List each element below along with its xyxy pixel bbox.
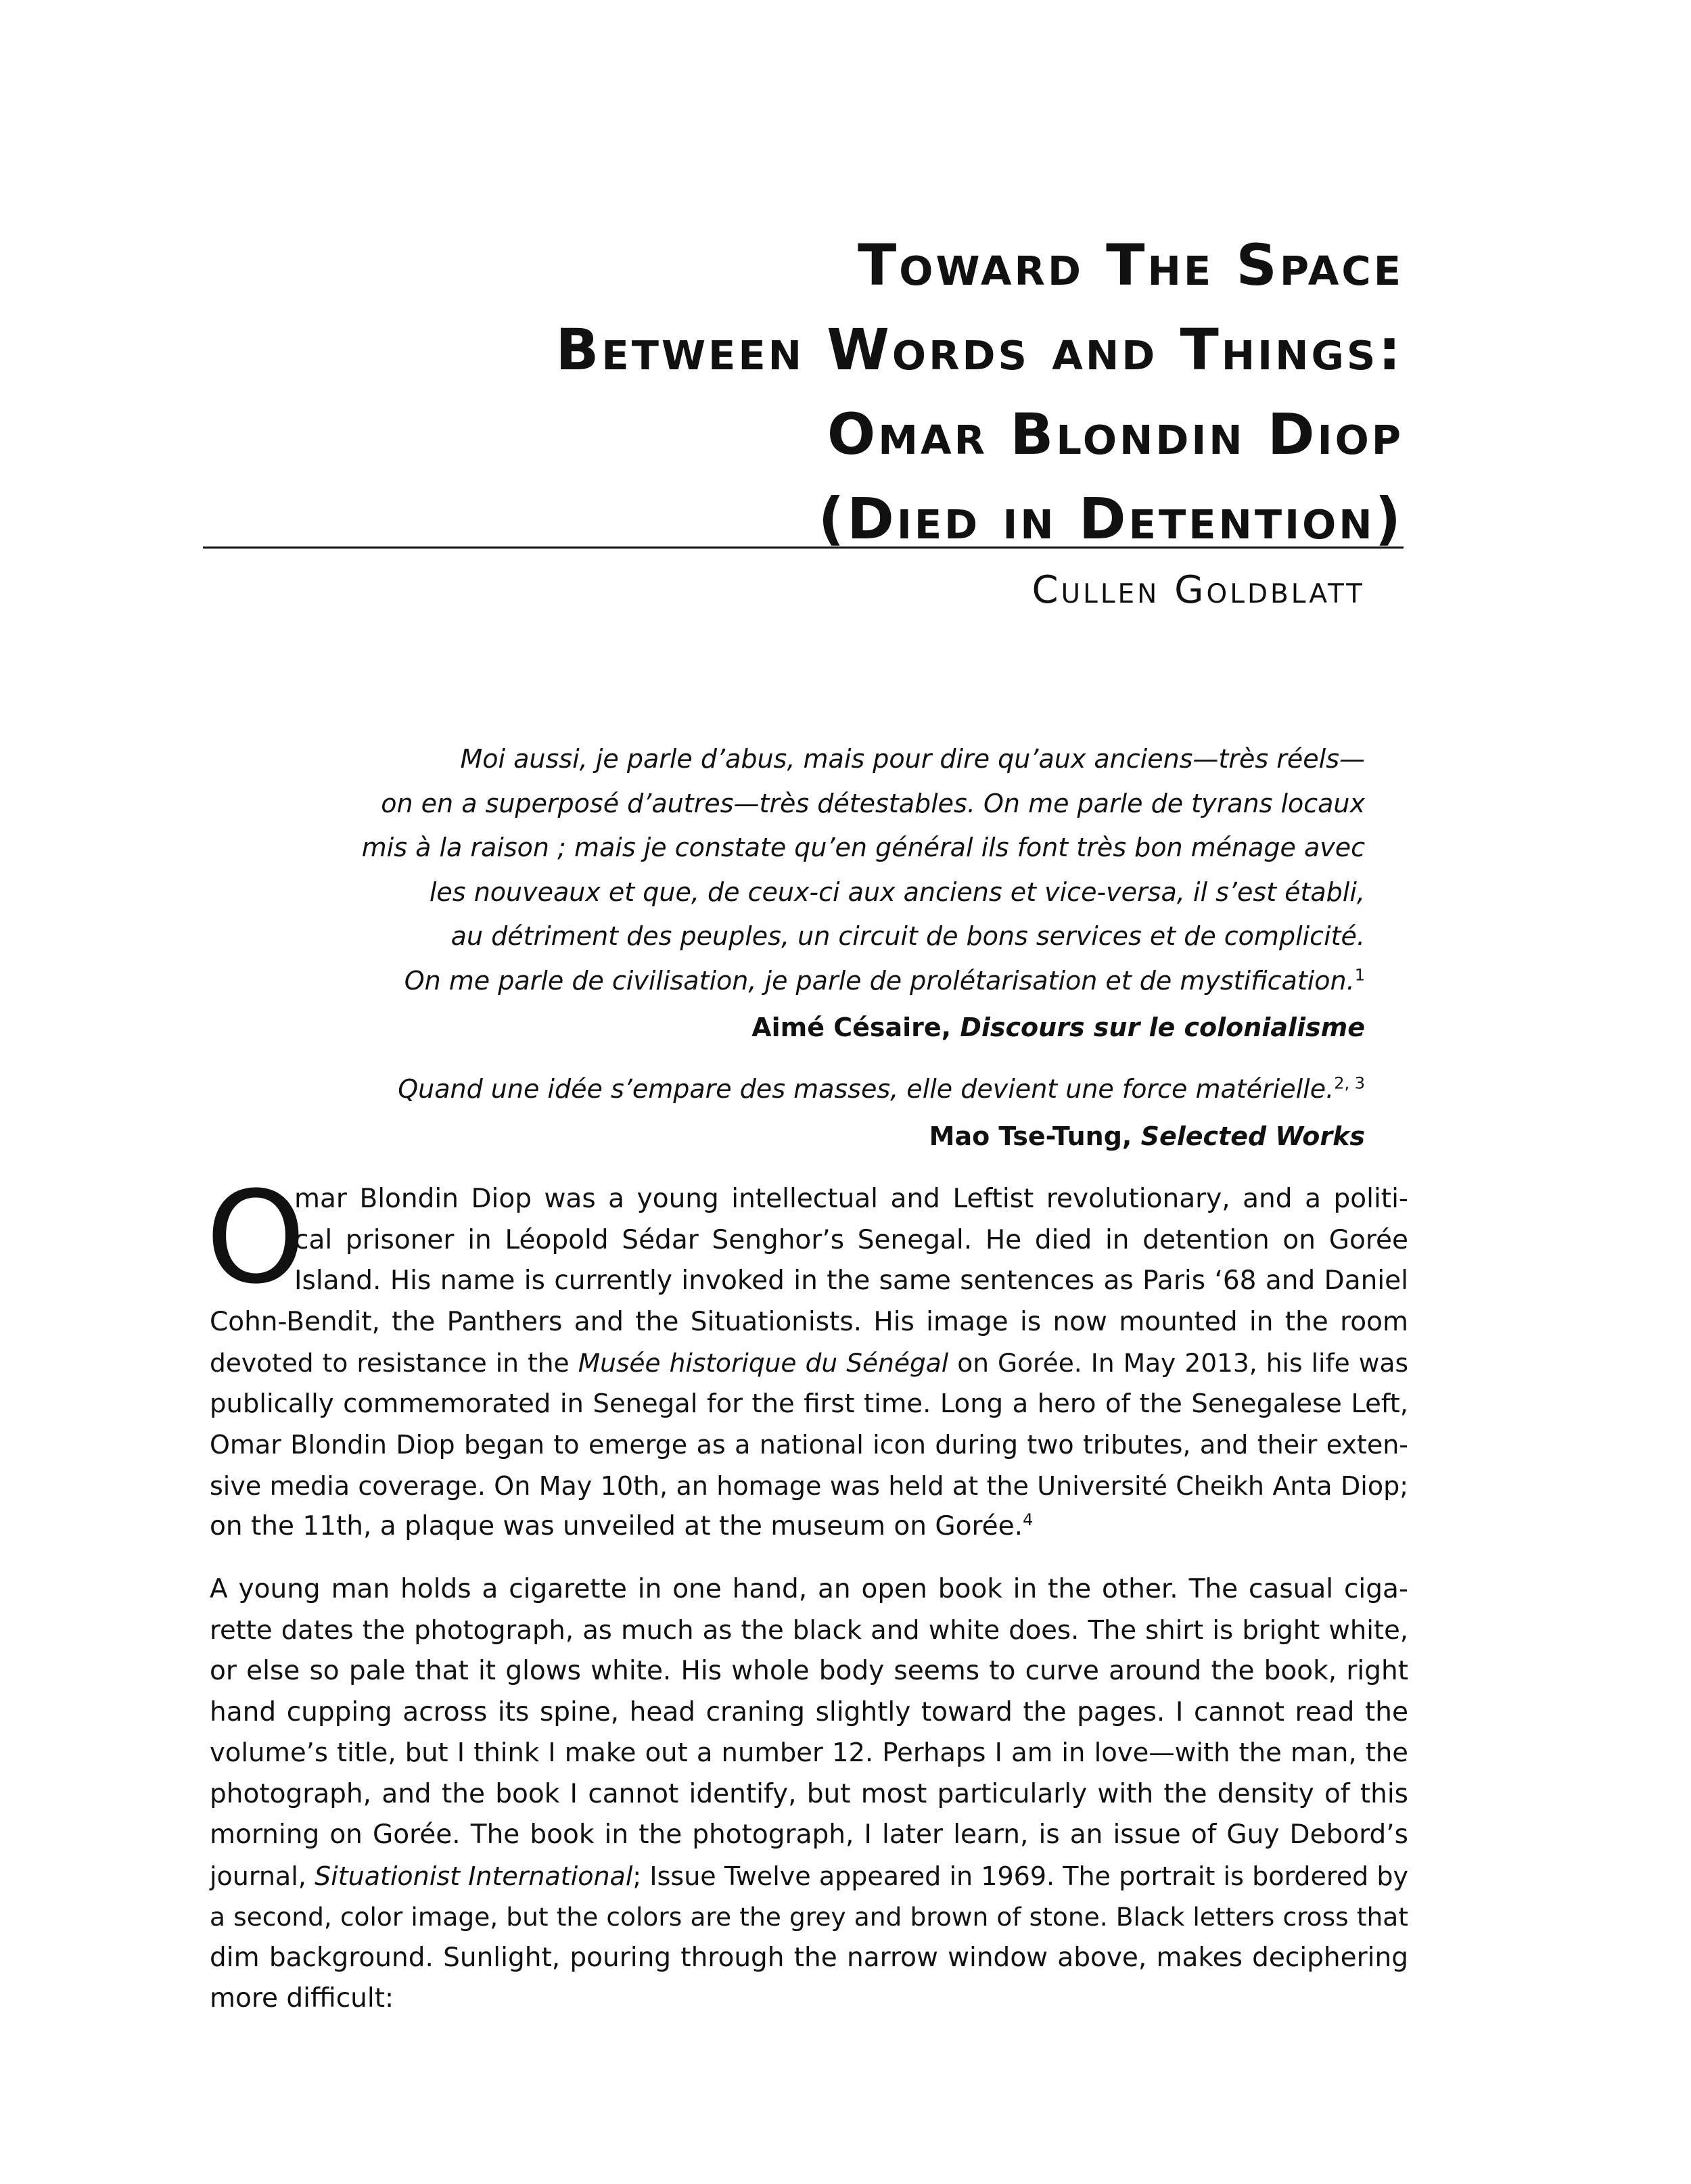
epigraph-line: mis à la raison ; mais je constate qu’en général ils font très bon ménage avec bbox=[361, 833, 1365, 862]
drop-cap: O bbox=[206, 1164, 306, 1312]
author-name: Cullen Goldblatt bbox=[1032, 568, 1365, 612]
epigraph-line bbox=[283, 1067, 1365, 1112]
title-divider bbox=[203, 547, 1404, 549]
attribution-author: Mao Tse-Tung, bbox=[929, 1121, 1141, 1151]
body-paragraph-1 bbox=[206, 1164, 1408, 1548]
epigraph-cesaire bbox=[283, 737, 1365, 1048]
epigraph-quote bbox=[283, 1067, 1365, 1112]
attribution-work: Selected Works bbox=[1140, 1121, 1365, 1151]
footnote-marker[interactable]: 4 bbox=[1023, 1510, 1034, 1529]
paragraph-line: Cohn-Bendit, the Panthers and the Situationists. His image is now mounted in the room bbox=[210, 1306, 1408, 1337]
paragraph-line: hand cupping across its spine, head craning slightly toward the pages. I cannot read the bbox=[210, 1696, 1408, 1727]
epigraph-quote bbox=[283, 737, 1365, 1003]
epigraph-mao bbox=[283, 1067, 1365, 1157]
paragraph-line: dim background. Sunlight, pouring through the narrow window above, makes deciphering bbox=[210, 1942, 1408, 1973]
attribution-author: Aimé Césaire, bbox=[751, 1013, 960, 1042]
museum-name: Musée historique du Sénégal bbox=[578, 1348, 949, 1378]
paragraph-line: volume’s title, but I think I make out a number 12. Perhaps I am in love—with the man, the bbox=[210, 1738, 1408, 1768]
paragraph-line: photograph, and the book I cannot identify, but most particularly with the density of this bbox=[210, 1778, 1408, 1809]
attribution-work: Discours sur le colonialisme bbox=[960, 1013, 1365, 1042]
epigraph-line-text: On me parle de civilisation, je parle de prolétarisation et de mystification. bbox=[404, 965, 1355, 996]
epigraph-attribution bbox=[283, 1116, 1365, 1157]
paragraph-line: A young man holds a cigarette in one hand, an open book in the other. The casual ciga- bbox=[210, 1574, 1408, 1604]
epigraph-line: Moi aussi, je parle d’abus, mais pour dire qu’aux anciens—très réels— bbox=[460, 744, 1365, 774]
title-line-2: Between Words and Things: bbox=[555, 317, 1404, 383]
paragraph-line bbox=[210, 1343, 1408, 1384]
paragraph-line: sive media coverage. On May 10th, an homage was held at the Université Cheikh Anta Diop; bbox=[210, 1470, 1408, 1501]
text-run: journal, bbox=[210, 1861, 315, 1891]
body-paragraph-2 bbox=[210, 1569, 1408, 2020]
title-line-3: Omar Blondin Diop bbox=[827, 401, 1404, 467]
paragraph-line: mar Blondin Diop was a young intellectual and Leftist revolutionary, and a politi- bbox=[294, 1184, 1408, 1214]
epigraph-line bbox=[283, 959, 1365, 1004]
text-run: on Gorée. In May 2013, his life was bbox=[948, 1348, 1408, 1378]
text-run: ; Issue Twelve appeared in 1969. The portrait is bordered by bbox=[632, 1861, 1408, 1891]
text-run: devoted to resistance in the bbox=[210, 1348, 578, 1378]
epigraph-line: on en a superposé d’autres—très détestables. On me parle de tyrans locaux bbox=[381, 788, 1365, 818]
footnote-marker[interactable]: 2, 3 bbox=[1334, 1073, 1365, 1093]
epigraph-attribution bbox=[283, 1007, 1365, 1048]
paragraph-line: Omar Blondin Diop began to emerge as a national icon during two tributes, and their exten- bbox=[210, 1430, 1408, 1460]
article-title bbox=[379, 223, 1404, 561]
epigraph-line: au détriment des peuples, un circuit de bons services et de complicité. bbox=[450, 921, 1365, 951]
title-line-1: Toward The Space bbox=[857, 232, 1404, 298]
epigraph-line-text: Quand une idée s’empare des masses, elle devient une force matérielle. bbox=[398, 1074, 1335, 1104]
epigraph-line: les nouveaux et que, de ceux-ci aux anciens et vice-versa, il s’est établi, bbox=[429, 877, 1365, 907]
paragraph-line: morning on Gorée. The book in the photograph, I later learn, is an issue of Guy Debord’s bbox=[210, 1819, 1408, 1850]
paragraph-line: a second, color image, but the colors are the grey and brown of stone. Black letters cross that bbox=[210, 1902, 1408, 1932]
paragraph-line bbox=[210, 1856, 1408, 1897]
paragraph-line: publically commemorated in Senegal for the first time. Long a hero of the Senegalese Left, bbox=[210, 1388, 1408, 1419]
footnote-marker[interactable]: 1 bbox=[1354, 965, 1365, 984]
text-run: on the 11th, a plaque was unveiled at the museum on Gorée. bbox=[210, 1511, 1023, 1541]
paragraph-line: rette dates the photograph, as much as the black and white does. The shirt is bright white, bbox=[210, 1614, 1408, 1646]
paragraph-line: or else so pale that it glows white. His whole body seems to curve around the book, right bbox=[210, 1656, 1408, 1686]
paragraph-line bbox=[210, 1506, 1408, 1548]
paragraph-line: cal prisoner in Léopold Sédar Senghor’s Senegal. He died in detention on Gorée bbox=[294, 1224, 1408, 1255]
paragraph-line: more difficult: bbox=[210, 1983, 394, 2014]
journal-name: Situationist International bbox=[315, 1861, 633, 1891]
title-line-4: (Died in Detention) bbox=[818, 486, 1404, 552]
paragraph-line: Island. His name is currently invoked in the same sentences as Paris ‘68 and Daniel bbox=[294, 1265, 1408, 1296]
